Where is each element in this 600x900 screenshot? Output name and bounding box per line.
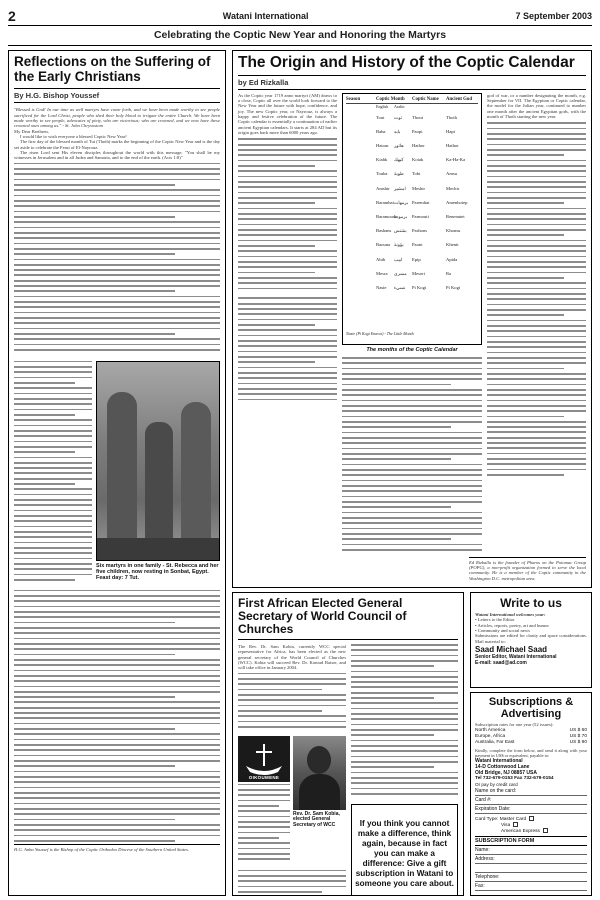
card-name-field[interactable]: Name on the card:	[475, 787, 587, 796]
table-row	[346, 281, 478, 295]
article-body	[14, 107, 220, 160]
table-row	[346, 139, 478, 153]
table-row	[346, 267, 478, 281]
article-intro: The Rev. Dr. Sam Kobia, currently WCC special representative for Africa, has been elected as the new general secretary of the World Council of Churches (WCC). Kobia will succeed Rev. Dr. Konrad Raiser, and will take office in January 2004.	[238, 643, 346, 671]
table-row	[346, 210, 478, 224]
article-text-block	[238, 870, 346, 896]
page-number: 2	[8, 7, 16, 24]
payment-instructions: Kindly, complete the form below, and send it along with your payment in US$ or equivalent, payable to:	[475, 748, 587, 759]
credit-card-label: Or pay by credit card	[475, 782, 518, 788]
author-note: Ed Rizkalla is the founder of Pharos on the Potomac Group (POPG), a non-profit organization formed to serve the local community. He is a member of the Coptic community in the Washington D.C. metropolitan area.	[469, 557, 586, 581]
table-cell: Khonsu	[446, 228, 461, 234]
table-cell: بؤونة	[394, 242, 404, 248]
org-name: Watani International	[475, 758, 523, 765]
kobia-photo	[293, 736, 346, 810]
card-type-group	[475, 816, 587, 833]
table-cell	[346, 210, 376, 224]
list-item: • Letters to the Editor	[475, 617, 515, 623]
martyrs-photo	[96, 361, 220, 561]
table-cell: برمودة	[394, 214, 408, 220]
table-cell	[346, 167, 376, 181]
card-number-field[interactable]: Card #:	[475, 796, 587, 805]
table-cell	[346, 125, 376, 139]
visa-checkbox[interactable]	[513, 822, 518, 827]
list-item-text: Letters to the Editor	[477, 617, 515, 623]
table-row	[346, 111, 478, 125]
table-cell: Baramouda	[376, 214, 398, 220]
table-header: Season	[346, 96, 361, 102]
article-text-block	[351, 644, 458, 800]
paragraph: The risen Lord sent His eleven disciples throughout the world with this message, "You shall be my witnesses in Jerusalem and in all Judea and Samaria, and to the end of the earth. (Acts 1:8)"	[14, 149, 220, 161]
table-cell: Meshir	[412, 185, 426, 191]
article-text-block	[238, 138, 337, 294]
table-cell: Pi Kogi	[412, 284, 427, 290]
table-cell: Ka-Ha-Ka	[446, 157, 466, 163]
table-cell: Amsu	[446, 171, 457, 177]
article-wcc	[232, 592, 464, 896]
rate-row	[475, 740, 587, 746]
table-cell	[346, 281, 376, 295]
issue-date: 7 September 2003	[515, 10, 592, 21]
table-cell	[346, 253, 376, 267]
form-title: SUBSCRIPTION FORM	[475, 836, 587, 846]
write-body	[475, 612, 587, 644]
subscriptions-box	[470, 692, 592, 896]
card-type-label: Card Type:	[475, 817, 499, 823]
paragraph: I would like to wish everyone a blessed Coptic New Year!	[20, 133, 127, 139]
form-name-field[interactable]: Name:	[475, 846, 587, 855]
article-byline: By H.G. Bishop Youssef	[14, 88, 220, 103]
rates-table	[475, 728, 587, 746]
table-caption: The months of the Coptic Calendar	[366, 346, 458, 353]
table-cell: Amenhotep	[446, 199, 468, 205]
wcc-logo	[238, 736, 290, 782]
list-item-text: Articles, reports, poetry, art and humor	[477, 622, 549, 628]
table-row	[346, 253, 478, 267]
table-cell	[346, 196, 376, 210]
card-type-option: American Express	[501, 828, 540, 834]
article-paragraph: god of war, or a number designating the month, e.g. September for VII. The Egyptian or Coptic calendar, the model for the Julian year, continued to number one month after the ancient Egyptian gods, with the month of Thoth starting the new year.	[487, 92, 586, 120]
article-coptic-calendar	[232, 50, 592, 588]
rate-region: Australia, Far East	[475, 740, 515, 746]
article-title: First African Elected General Secretary of World Council of Churches	[238, 597, 458, 640]
table-cell	[346, 182, 376, 196]
article-text-block	[342, 357, 482, 565]
rate-region: North America	[475, 728, 506, 734]
card-type-option: Visa	[501, 822, 511, 828]
table-header: Ancient God	[446, 96, 472, 102]
rate-price: US $ 70	[569, 734, 587, 740]
table-cell: Thout	[412, 114, 423, 120]
table-cell: Ra	[446, 270, 452, 276]
amex-checkbox[interactable]	[543, 828, 548, 833]
form-address-line2[interactable]	[475, 864, 587, 873]
rate-price: US $ 60	[569, 728, 587, 734]
article-title: Reflections on the Suffering of the Early Christians	[14, 54, 211, 84]
table-cell	[346, 111, 376, 125]
table-subheader: English	[376, 103, 389, 109]
table-cell: Mesori	[412, 270, 426, 276]
table-cell: Mechir	[446, 185, 460, 191]
section-title: Write to us	[500, 596, 562, 610]
article-text-block	[487, 122, 586, 508]
table-cell: Khenti	[446, 242, 459, 248]
list-item: • Articles, reports, poetry, art and humor	[475, 622, 549, 628]
table-cell: Hathor	[446, 143, 459, 149]
photo-caption: Six martyrs in one family - St. Rebecca and her five children, now resting in Sonbat, Egypt. Feast day: 7 Tut.	[96, 562, 219, 582]
table-cell: Thoth	[446, 114, 457, 120]
table-cell: Koiak	[412, 157, 424, 163]
editor-email[interactable]: E-mail: saad@ad.com	[475, 660, 527, 667]
table-cell: برمهات	[394, 199, 409, 205]
form-fax-field[interactable]: Fax:	[475, 882, 587, 891]
expiration-field[interactable]: Expiration Date:	[475, 805, 587, 814]
table-row	[346, 125, 478, 139]
table-cell	[346, 139, 376, 153]
table-cell	[346, 267, 376, 281]
table-cell: Bashans	[376, 228, 392, 234]
table-cell: كيهك	[394, 157, 404, 163]
table-cell: بابه	[394, 128, 401, 134]
list-item: • Community and social news	[475, 628, 530, 634]
table-cell: مسرى	[394, 270, 407, 276]
greeting: My Dear Brethren,	[14, 128, 49, 134]
table-note: Nasie (Pi Kogi Enavot) - The Little Month	[346, 330, 414, 336]
author-note: H.G. Anba Youssef is the Bishop of the Coptic Orthodox Diocese of the Southern United States.	[14, 844, 220, 852]
table-cell: Pi Kogi	[446, 284, 461, 290]
paragraph: The first day of the blessed month of Tut (Thoth) marks the beginning of the Coptic New Year and is the day set aside to celebrate the Feast of El-Nayrouz.	[14, 139, 220, 150]
table-cell: Abib	[376, 256, 386, 262]
table-row	[346, 167, 478, 181]
opening-quote: "Blessed is God! In our time as well martyrs have come forth, and we have been made worthy to see people sacrificed for the Lord Christ, people who shed their holy blood to irrigate the entire Church. We have been made worthy to see people, advocates of piety, who are victorious; who are crowned, and we now have these crowned ones among us." - St. John Chrysostom	[14, 107, 220, 129]
table-cell: بشنس	[394, 228, 407, 234]
table-cell	[346, 224, 376, 238]
page-banner: Celebrating the Coptic New Year and Honoring the Martyrs	[153, 29, 447, 41]
article-text-block	[14, 590, 220, 842]
article-reflections	[8, 50, 226, 896]
mail-note: Submissions are edited for clarity and space considerations. Mail material to:	[475, 633, 587, 644]
phone-fax: Tel 732-679-0153 Fax 732-679-0154	[475, 776, 554, 782]
table-cell: Baba	[376, 128, 386, 134]
table-cell: Parmouti	[412, 214, 429, 220]
table-cell: Baouna	[376, 242, 391, 248]
table-row	[346, 153, 478, 167]
rate-price: US $ 90	[569, 740, 587, 746]
article-title: The Origin and History of the Coptic Calendar	[238, 54, 575, 71]
table-row	[346, 224, 478, 238]
ad-text: If you think you cannot make a difference, think again, because in fact you can make a difference: Give a gift subscription in Watani to someone you care about.	[355, 818, 454, 888]
table-row	[346, 196, 478, 210]
gift-subscription-ad[interactable]	[351, 804, 458, 896]
article-intro: As the Coptic year 1719 anno martyri (AM) draws to a close, Coptic all over the world look forward to the New Year and the future with hope, confidence, and joy. The new Coptic year, or Nayrouz, is always a happy and festive celebration of the future. The Coptic calendar is essentially a continuation of earlier ancient Egyptian calendars. It starts at 284 AD but its origin goes back more than 6000 years ago.	[238, 92, 337, 136]
address-line: 14-D Cottonwood Lane	[475, 764, 530, 771]
form-address-field[interactable]: Address:	[475, 855, 587, 864]
table-cell: Paremhat	[412, 199, 430, 205]
table-cell: Renenutet	[446, 214, 465, 220]
table-row	[346, 182, 478, 196]
table-cell: Tobi	[412, 171, 421, 177]
table-cell: Touba	[376, 171, 388, 177]
table-body	[346, 111, 478, 295]
article-byline: by Ed Rizkalla	[238, 75, 586, 90]
logo-text: OIKOUMENE	[248, 774, 280, 780]
table-cell: امشير	[394, 185, 406, 191]
table-cell	[346, 153, 376, 167]
coptic-months-table	[342, 93, 482, 345]
table-cell: Hathor	[412, 143, 425, 149]
table-cell: Amshir	[376, 185, 390, 191]
table-cell	[346, 238, 376, 252]
table-cell: Hapi	[446, 128, 455, 134]
table-cell: Pashons	[412, 228, 428, 234]
section-title: Subscriptions & Advertising	[488, 696, 574, 720]
table-cell: Paopi	[412, 128, 423, 134]
table-cell: توت	[394, 114, 402, 120]
table-cell: Epip	[412, 256, 421, 262]
rate-region: Europe, Africa	[475, 734, 506, 740]
article-text-block	[238, 673, 346, 733]
publication-name: Watani International	[222, 10, 309, 21]
table-cell: Baramhat	[376, 199, 394, 205]
photo-caption: Rev. Dr. Sam Kobia, elected General Secretary of WCC	[293, 810, 340, 829]
editor-name: Saad Michael Saad	[475, 645, 548, 655]
welcome-text: Watani International welcomes your:	[475, 612, 546, 617]
table-row	[346, 238, 478, 252]
masthead	[8, 6, 592, 26]
table-header: Coptic Month	[376, 96, 405, 102]
banner-rule	[8, 45, 592, 46]
table-cell: Paoni	[412, 242, 423, 248]
card-type-option: Master Card	[499, 817, 527, 823]
rates-label: Subscription rates for one year (52 issues):	[475, 722, 554, 727]
table-cell: Hatour	[376, 143, 389, 149]
table-cell: طوبة	[394, 171, 404, 177]
mastercard-checkbox[interactable]	[529, 816, 534, 821]
table-cell: ابيب	[394, 256, 403, 262]
article-text-block	[14, 361, 92, 587]
table-cell: Kiahk	[376, 157, 388, 163]
table-cell: Tout	[376, 114, 385, 120]
table-header: Coptic Name	[412, 96, 439, 102]
table-subheader: Arabic	[394, 103, 405, 109]
table-cell: Nasie	[376, 284, 387, 290]
form-telephone-field[interactable]: Telephone:	[475, 873, 587, 882]
article-text-block	[14, 163, 220, 359]
table-cell: Mesra	[376, 270, 388, 276]
list-item-text: Community and social news	[477, 628, 530, 634]
table-cell: Apida	[446, 256, 458, 262]
address-line: Old Bridge, NJ 08857 USA	[475, 770, 537, 777]
write-to-us-box	[470, 592, 592, 688]
editor-role: Senior Editor, Watani International	[475, 654, 557, 661]
article-text-block	[238, 297, 337, 407]
table-cell: هاتور	[394, 143, 404, 149]
article-text-block	[238, 784, 290, 868]
table-cell: نسيء	[394, 284, 406, 290]
